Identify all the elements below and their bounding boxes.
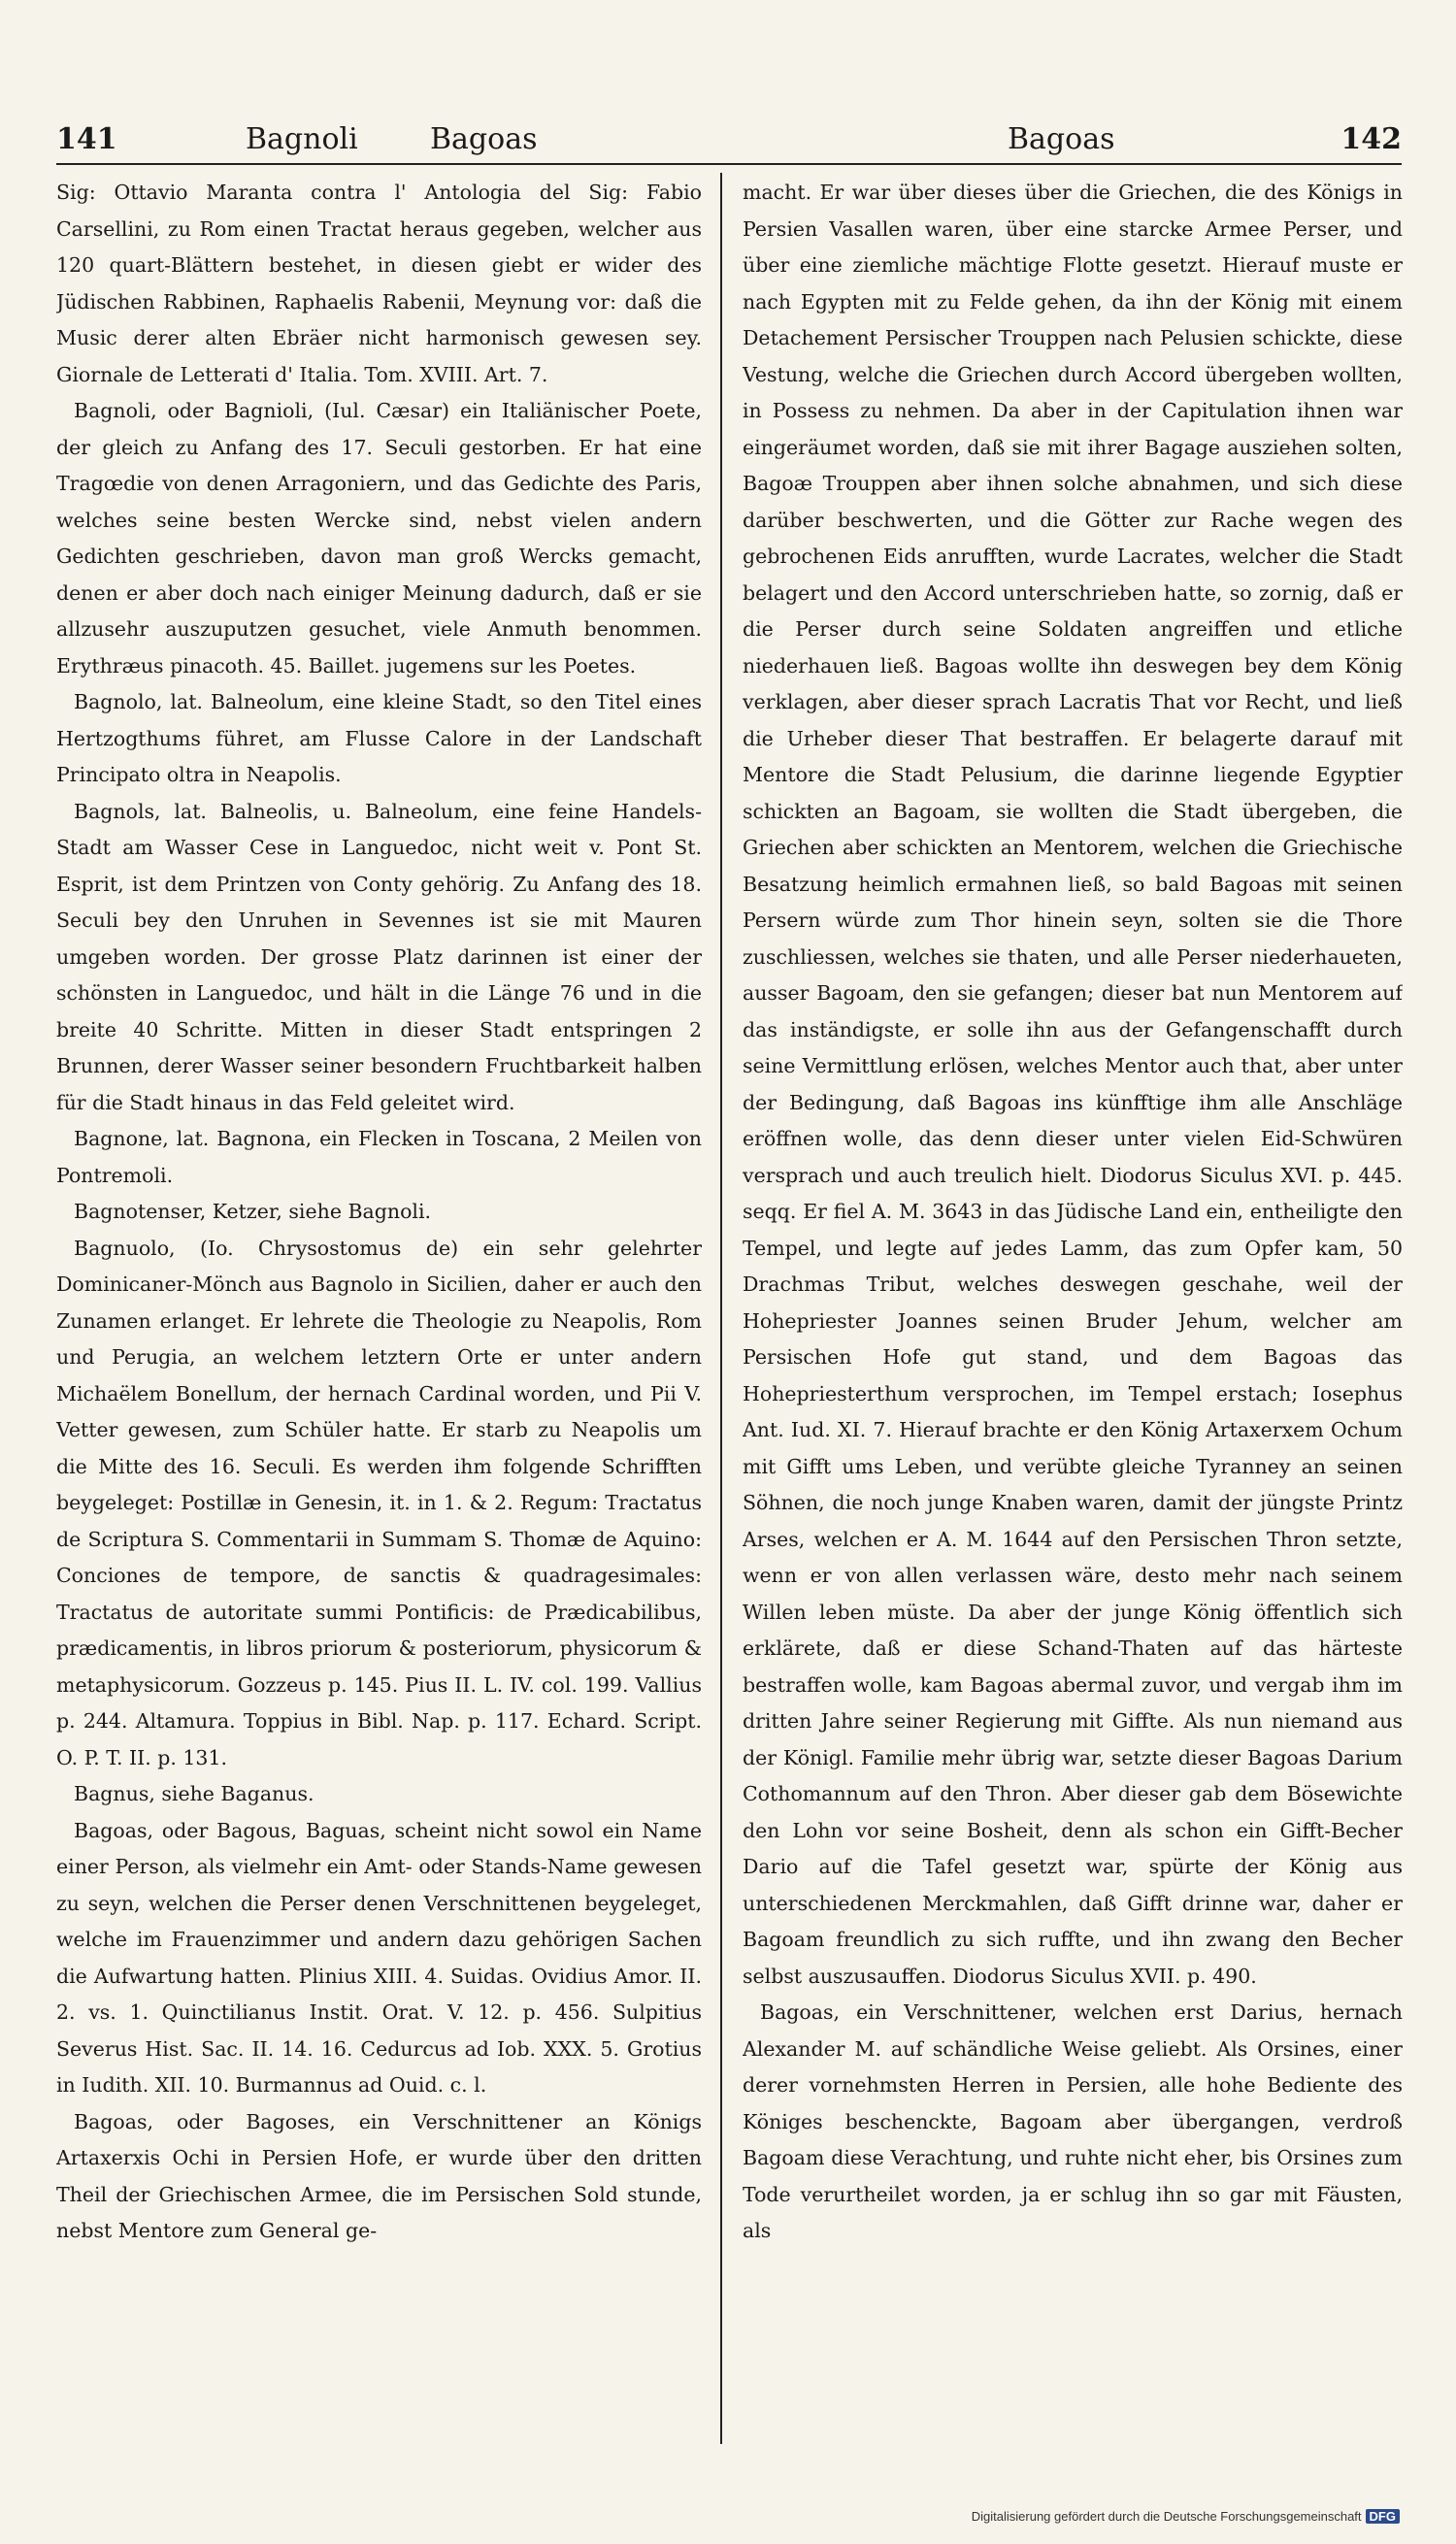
left-running-word-2: Bagoas [430, 122, 538, 156]
entry-paragraph: Sig: Ottavio Maranta contra l' Antologia del Sig: Fabio Carsellini, zu Rom einen Tractat heraus gegeben, welcher aus 120 quart-Blättern bestehet, in diesen giebt er wider des Jüdischen Rabbinen, Raphaelis Rabenii, Meynung vor: daß die Music derer alten Ebräer nicht harmonisch gewesen sey. Giornale de Letterati d' Italia. Tom. XVIII. Art. 7. [56, 181, 702, 386]
entry-paragraph: Bagnolo, lat. Balneolum, eine kleine Stadt, so den Titel eines Hertzogthums führet, am Flusse Calore in der Landschaft Principato oltra in Neapolis. [56, 690, 702, 786]
entry-paragraph: Bagnols, lat. Balneolis, u. Balneolum, eine feine Handels-Stadt am Wasser Cese in Languedoc, nicht weit v. Pont St. Esprit, ist dem Printzen von Conty gehörig. Zu Anfang des 18. Seculi bey den Unruhen in Sevennes ist sie mit Mauren umgeben worden. Der grosse Platz darinnen ist einer der schönsten in Languedoc, und hält in die Länge 76 und in die breite 40 Schritte. Mitten in dieser Stadt entspringen 2 Brunnen, derer Wasser seiner besondern Fruchtbarkeit halben für die Stadt hinaus in das Feld geleitet wird. [56, 799, 702, 1114]
left-page-number: 141 [56, 122, 117, 156]
entry-paragraph: Bagnotenser, Ketzer, siehe Bagnoli. [74, 1200, 432, 1223]
digitization-credit [972, 2509, 1400, 2524]
entry-paragraph: Bagnone, lat. Bagnona, ein Flecken in Toscana, 2 Meilen von Pontremoli. [56, 1127, 702, 1187]
left-running-word-1: Bagnoli [246, 122, 358, 156]
entry-paragraph: Bagoas, oder Bagous, Baguas, scheint nicht sowol ein Name einer Person, als vielmehr ein Amt- oder Stands-Name gewesen zu seyn, welchen die Perser denen Verschnittenen beygeleget, welche im Frauenzimmer und andern dazu gehörigen Sachen die Aufwartung hatten. Plinius XIII. 4. Suidas. Ovidius Amor. II. 2. vs. 1. Quinctilianus Instit. Orat. V. 12. p. 456. Sulpitius Severus Hist. Sac. II. 14. 16. Cedurcus ad Iob. XXX. 5. Grotius in Iudith. XII. 10. Burmannus ad Ouid. c. l. [56, 1818, 702, 2097]
entry-paragraph: Bagoas, oder Bagoses, ein Verschnittener an Königs Artaxerxis Ochi in Persien Hofe, er wurde über den dritten Theil der Griechischen Armee, die im Persischen Sold stunde, nebst Mentore zum General ge- [56, 2109, 702, 2242]
right-page-number: 142 [1340, 122, 1402, 156]
entry-paragraph: macht. Er war über dieses über die Griechen, die des Königs in Persien Vasallen waren, über eine starcke Armee Perser, und über eine ziemliche mächtige Flotte gesetzt. Hierauf muste er nach Egypten mit zu Felde gehen, da ihn der König mit einem Detachement Persischer Trouppen nach Pelusien schickte, diese Vestung, welche die Griechen durch Accord übergeben wollten, in Possess zu nehmen. Da aber in der Capitulation ihnen war eingeräumet worden, daß sie mit ihrer Bagage ausziehen solten, Bagoæ Trouppen aber ihnen solche abnahmen, und sich diese darüber beschwerten, und die Götter zur Rache wegen des gebrochenen Eids anrufften, wurde Lacrates, welcher die Stadt belagert und den Accord unterschrieben hatte, so zornig, daß er die Perser durch seine Soldaten angreiffen und etliche niederhauen ließ. Bagoas wollte ihn deswegen bey dem König verklagen, aber dieser sprach Lacratis That vor Recht, und ließ die Urheber dieser That bestraffen. Er belagerte darauf mit Mentore die Stadt Pelusium, die darinne liegende Egyptier schickten an Bagoam, sie wollten die Stadt übergeben, die Griechen aber schickten an Mentorem, welchen die Griechische Besatzung heimlich ermahnen ließ, so bald Bagoas mit seinen Persern würde zum Thor hinein seyn, solten sie die Thore zuschliessen, welches sie thaten, und alle Perser niederhaueten, ausser Bagoam, den sie gefangen; dieser bat nun Mentorem auf das inständigste, er solle ihn aus der Gefangenschafft durch seine Vermittlung erlösen, welches Mentor auch that, aber unter der Bedingung, daß Bagoas ins künfftige ihm alle Anschläge eröffnen wolle, das denn dieser unter vielen Eid-Schwüren versprach und auch treulich hielt. Diodorus Siculus XVI. p. 445. seqq. Er fiel A. M. 3643 in das Jüdische Land ein, entheiligte den Tempel, und legte auf jedes Lamm, das zum Opfer kam, 50 Drachmas Tribut, welches deswegen geschahe, weil der Hohepriester Joannes seinen Bruder Jehum, welcher am Persischen Hofe gut stand, und dem Bagoas das Hohepriesterthum versprochen, im Tempel erstach; Iosephus Ant. Iud. XI. 7. Hierauf brachte er den König Artaxerxem Ochum mit Gifft ums Leben, und verübte gleiche Tyranney an seinen Söhnen, die noch junge Knaben waren, damit der jüngste Printz Arses, welchen er A. M. 1644 auf den Persischen Thron setzte, wenn er von allen verlassen wäre, desto mehr nach seinem Willen leben müste. Da aber der junge König öffentlich sich erklärete, daß er diese Schand-Thaten auf das härteste bestraffen wolle, kam Bagoas abermal zuvor, und vergab ihm im dritten Jahre seiner Regierung mit Giffte. Als nun niemand aus der Königl. Familie mehr übrig war, setzte dieser Bagoas Darium Cothomannum auf den Thron. Aber dieser gab dem Bösewichte den Lohn vor seine Bosheit, denn als schon ein Gifft-Becher Dario auf die Tafel gesetzt war, spürte der König aus unterschiedenen Merckmahlen, daß Gifft drinne war, daher er Bagoam freundlich zu sich ruffte, und ihn zwang den Becher selbst auszusauffen. Diodorus Siculus XVII. p. 490. [743, 181, 1403, 1988]
credit-text: Digitalisierung gefördert durch die Deutsche Forschungsgemeinschaft [971, 2509, 1362, 2524]
running-header [56, 115, 1402, 165]
entry-paragraph: Bagoas, ein Verschnittener, welchen erst Darius, hernach Alexander M. auf schändliche Weise geliebt. Als Orsines, einer derer vornehmsten Herren in Persien, alle hohe Bediente des Königes beschenckte, Bagoam aber übergangen, verdroß Bagoam diese Verachtung, und ruhte nicht eher, bis Orsines zum Tode verurtheilet worden, ja er schlug ihn so gar mit Fäusten, als [743, 2000, 1403, 2242]
left-column [56, 175, 702, 2436]
column-divider [720, 173, 722, 2444]
dfg-logo: DFG [1366, 2509, 1400, 2524]
entry-paragraph: Bagnuolo, (Io. Chrysostomus de) ein sehr gelehrter Dominicaner-Mönch aus Bagnolo in Sicilien, daher er auch den Zunamen erlanget. Er lehrete die Theologie zu Neapolis, Rom und Perugia, an welchem letztern Orte er unter andern Michaëlem Bonellum, der hernach Cardinal worden, und Pii V. Vetter gewesen, zum Schüler hatte. Er starb zu Neapolis um die Mitte des 16. Seculi. Es werden ihm folgende Schrifften beygeleget: Postillæ in Genesin, it. in 1. & 2. Regum: Tractatus de Scriptura S. Commentarii in Summam S. Thomæ de Aquino: Conciones de tempore, de sanctis & quadragesimales: Tractatus de autoritate summi Pontificis: de Prædicabilibus, prædicamentis, in libros priorum & posteriorum, physicorum & metaphysicorum. Gozzeus p. 145. Pius II. L. IV. col. 199. Vallius p. 244. Altamura. Toppius in Bibl. Nap. p. 117. Echard. Script. O. P. T. II. p. 131. [56, 1236, 702, 1769]
entry-paragraph: Bagnoli, oder Bagnioli, (Iul. Cæsar) ein Italiänischer Poete, der gleich zu Anfang des 17. Seculi gestorben. Er hat eine Tragœdie von denen Arragoniern, und das Gedichte des Paris, welches seine besten Wercke sind, nebst vielen andern Gedichten geschrieben, davon man groß Wercks gemacht, denen er aber doch nach einiger Meinung dadurch, daß er sie allzusehr auszuputzen gesuchet, viele Anmuth benommen. Erythræus pinacoth. 45. Baillet. jugemens sur les Poetes. [56, 399, 702, 677]
entry-paragraph: Bagnus, siehe Baganus. [74, 1782, 314, 1805]
right-column [743, 175, 1403, 2436]
right-running-word: Bagoas [1008, 122, 1115, 156]
